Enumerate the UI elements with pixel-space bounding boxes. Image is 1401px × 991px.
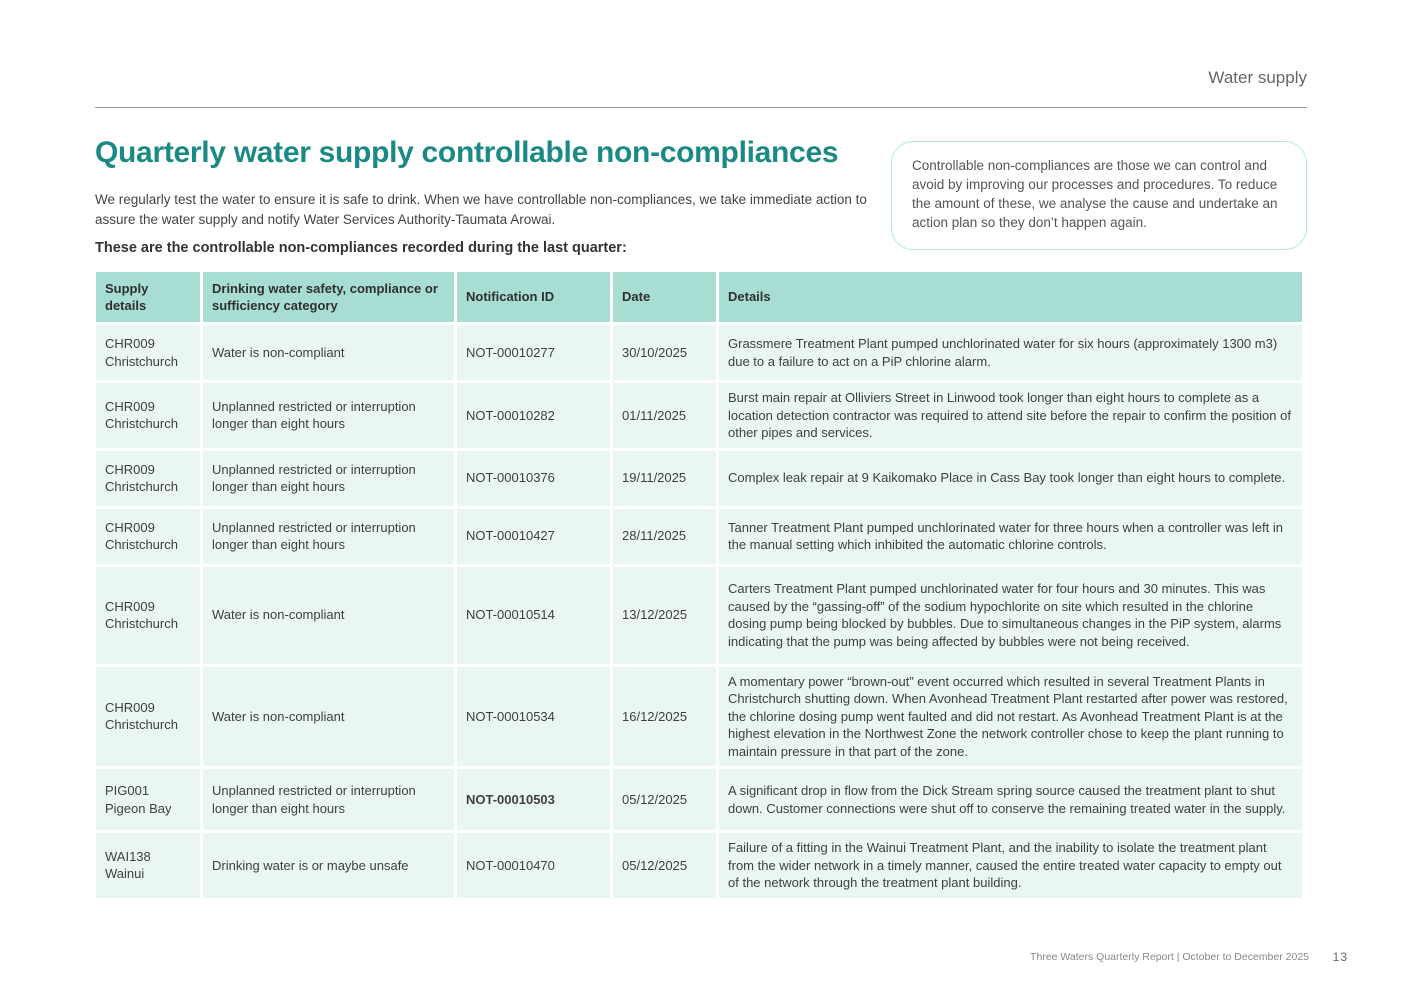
date-cell: 05/12/2025 <box>613 833 716 898</box>
supply-code: CHR009 <box>105 336 155 351</box>
notification-id-cell: NOT-00010503 <box>457 769 610 830</box>
callout-box <box>891 141 1307 250</box>
supply-cell <box>96 769 200 830</box>
category-cell: Water is non-compliant <box>203 567 454 664</box>
supply-place: Christchurch <box>105 416 178 432</box>
notification-id-cell: NOT-00010514 <box>457 567 610 664</box>
non-compliance-table <box>93 269 1305 901</box>
table-header-row <box>96 272 1302 322</box>
column-header-supply: Supply details <box>96 272 200 322</box>
table-row <box>96 325 1302 380</box>
supply-place: Christchurch <box>105 616 178 631</box>
supply-code: CHR009 <box>105 598 155 614</box>
table-row <box>96 833 1302 898</box>
supply-cell <box>96 567 200 664</box>
supply-cell <box>96 833 200 898</box>
intro-paragraph: We regularly test the water to ensure it is safe to drink. When we have controllable non-compliances, we take immediate action to assure the water supply and notify Water Services Authority-Taumata Arowai. <box>95 192 867 227</box>
page-number: 13 <box>1332 950 1348 964</box>
supply-code: CHR009 <box>105 398 155 414</box>
header-divider <box>95 107 1307 108</box>
column-header-details: Details <box>719 272 1302 322</box>
supply-place: Wainui <box>105 866 145 882</box>
supply-place: Christchurch <box>105 717 178 733</box>
column-header-notification-id: Notification ID <box>457 272 610 322</box>
details-cell: Carters Treatment Plant pumped unchlorinated water for four hours and 30 minutes. This was caused by the “gassing-off” of the sodium hypochlorite on site which resulted in the chlorine dosing pump being blocked by bubbles. Due to simultaneous changes in the PiP system, alarms indicating that the pump was being affected by bubbles were not being received. <box>719 567 1302 664</box>
table-row <box>96 667 1302 767</box>
notification-id-cell: NOT-00010376 <box>457 451 610 506</box>
supply-cell <box>96 509 200 564</box>
table-row <box>96 451 1302 506</box>
supply-cell <box>96 383 200 448</box>
date-cell: 13/12/2025 <box>613 567 716 664</box>
page-title: Quarterly water supply controllable non-compliances <box>95 136 839 169</box>
supply-code: CHR009 <box>105 519 155 535</box>
date-cell: 30/10/2025 <box>613 325 716 380</box>
table-row <box>96 383 1302 448</box>
details-cell: Burst main repair at Olliviers Street in Linwood took longer than eight hours to complete as a location detection contractor was required to attend site before the repair to confirm the position of other pipes and services. <box>719 383 1302 448</box>
table-row <box>96 769 1302 830</box>
details-cell: Failure of a fitting in the Wainui Treatment Plant, and the inability to isolate the treatment plant from the wider network in a timely manner, caused the entire treated water capacity to empty out of the network through the treatment plant building. <box>719 833 1302 898</box>
table-row <box>96 509 1302 564</box>
category-cell: Unplanned restricted or interruption longer than eight hours <box>203 383 454 448</box>
supply-cell <box>96 667 200 767</box>
notification-id-cell: NOT-00010277 <box>457 325 610 380</box>
category-cell: Water is non-compliant <box>203 325 454 380</box>
table-row <box>96 567 1302 664</box>
category-cell: Water is non-compliant <box>203 667 454 767</box>
supply-place: Christchurch <box>105 479 178 494</box>
notification-id-cell: NOT-00010534 <box>457 667 610 767</box>
notification-id-cell: NOT-00010282 <box>457 383 610 448</box>
details-cell: Complex leak repair at 9 Kaikomako Place in Cass Bay took longer than eight hours to complete. <box>719 451 1302 506</box>
notification-id-cell: NOT-00010427 <box>457 509 610 564</box>
supply-code: CHR009 <box>105 461 155 477</box>
category-cell: Unplanned restricted or interruption longer than eight hours <box>203 769 454 830</box>
category-cell: Drinking water is or maybe unsafe <box>203 833 454 898</box>
table-lead-text: These are the controllable non-compliances recorded during the last quarter: <box>95 240 627 256</box>
category-cell: Unplanned restricted or interruption longer than eight hours <box>203 451 454 506</box>
supply-code: WAI138 <box>105 848 151 864</box>
supply-code: PIG001 <box>105 783 150 798</box>
category-cell: Unplanned restricted or interruption longer than eight hours <box>203 509 454 564</box>
supply-cell <box>96 451 200 506</box>
section-label: Water supply <box>1208 68 1307 87</box>
supply-place: Christchurch <box>105 353 178 369</box>
date-cell: 19/11/2025 <box>613 451 716 506</box>
column-header-date: Date <box>613 272 716 322</box>
date-cell: 16/12/2025 <box>613 667 716 767</box>
date-cell: 01/11/2025 <box>613 383 716 448</box>
supply-place: Christchurch <box>105 537 178 552</box>
supply-place: Pigeon Bay <box>105 800 172 816</box>
date-cell: 05/12/2025 <box>613 769 716 830</box>
non-compliance-table-wrapper <box>96 272 1308 898</box>
column-header-category: Drinking water safety, compliance or sufficiency category <box>203 272 454 322</box>
supply-cell <box>96 325 200 380</box>
notification-id-cell: NOT-00010470 <box>457 833 610 898</box>
details-cell: Tanner Treatment Plant pumped unchlorinated water for three hours when a controller was left in the manual setting which inhibited the automatic chlorine controls. <box>719 509 1302 564</box>
supply-code: CHR009 <box>105 699 155 715</box>
date-cell: 28/11/2025 <box>613 509 716 564</box>
details-cell: Grassmere Treatment Plant pumped unchlorinated water for six hours (approximately 1300 m3) due to a failure to act on a PiP chlorine alarm. <box>719 325 1302 380</box>
footer-report-title: Three Waters Quarterly Report | October to December 2025 <box>1030 951 1309 963</box>
details-cell: A momentary power “brown-out” event occurred which resulted in several Treatment Plants in Christchurch shutting down. When Avonhead Treatment Plant restarted after power was restored, the chlorine dosing pump went faulted and did not restart. As Avonhead Treatment Plant is at the highest elevation in the Northwest Zone the network controller chose to keep the plant running to maintain pressure in that part of the zone. <box>719 667 1302 767</box>
callout-text: Controllable non-compliances are those we can control and avoid by improving our processes and procedures. To reduce the amount of these, we analyse the cause and undertake an action plan so they don’t happen again. <box>912 158 1278 230</box>
details-cell: A significant drop in flow from the Dick Stream spring source caused the treatment plant to shut down. Customer connections were shut off to conserve the remaining treated water in the supply. <box>719 769 1302 830</box>
